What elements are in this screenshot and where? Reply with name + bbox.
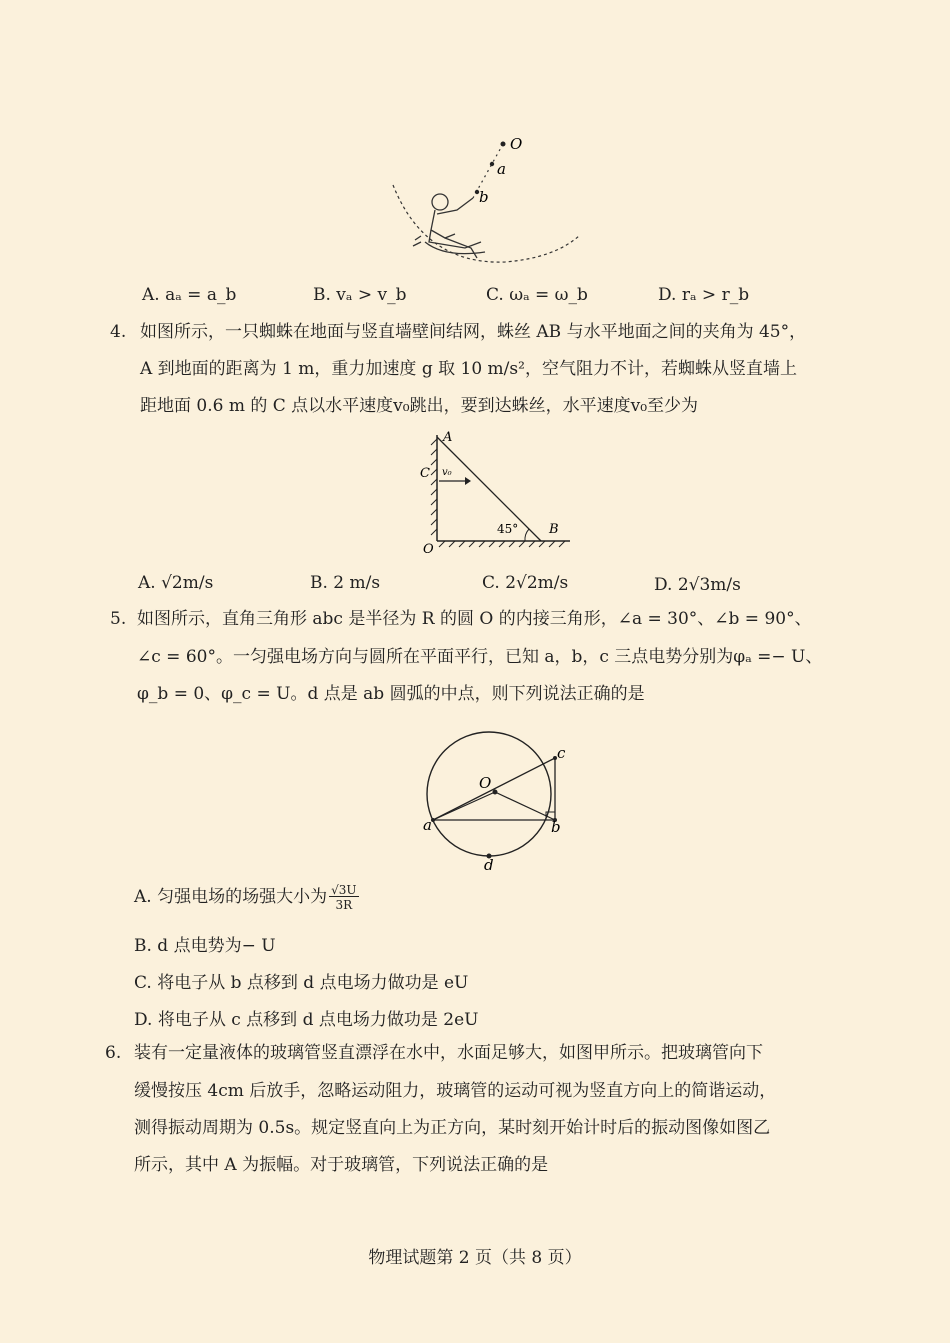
q4-text-line-2: A 到地面的距离为 1 m，重力加速度 g 取 10 m/s²，空气阻力不计，若蜘蛛从竖直墙上 [140, 359, 797, 379]
q5-option-a[interactable] [134, 882, 359, 911]
q4-spider-figure [415, 425, 580, 555]
q5-option-a-text: A. 匀强电场的场强大小为 [134, 887, 328, 907]
q3-swing-figure [385, 130, 595, 270]
q5-label-o: O [479, 774, 492, 792]
q5-option-b[interactable]: B. d 点电势为− U [134, 936, 276, 956]
q5-option-d[interactable]: D. 将电子从 c 点移到 d 点电场力做功是 2eU [134, 1010, 479, 1030]
q4-option-c[interactable]: C. 2√2m/s [482, 573, 569, 593]
q5-text-line-2: ∠c = 60°。一匀强电场方向与圆所在平面平行，已知 a，b，c 三点电势分别为φₐ =− U、 [137, 647, 823, 667]
q5-option-c[interactable]: C. 将电子从 b 点移到 d 点电场力做功是 eU [134, 973, 469, 993]
q4-text-line-3: 距地面 0.6 m 的 C 点以水平速度v₀跳出，要到达蛛丝，水平速度v₀至少为 [140, 396, 699, 416]
q4-label-o: O [423, 542, 434, 555]
q6-number: 6. [105, 1043, 122, 1063]
q4-label-angle: 45° [497, 522, 519, 536]
q5-number: 5. [110, 609, 127, 629]
q5-label-a: a [423, 816, 432, 834]
child-on-swing-icon [413, 194, 485, 258]
q4-option-d[interactable]: D. 2√3m/s [654, 575, 741, 595]
q4-option-a[interactable]: A. √2m/s [138, 573, 214, 593]
q5-text-line-1: 如图所示，直角三角形 abc 是半径为 R 的圆 O 的内接三角形，∠a = 30°、∠b = 90°、 [137, 609, 812, 629]
q4-text-line-1: 如图所示，一只蜘蛛在地面与竖直墙壁间结网，蛛丝 AB 与水平地面之间的夹角为 45°， [140, 322, 807, 342]
q6-text-line-4: 所示，其中 A 为振幅。对于玻璃管，下列说法正确的是 [134, 1155, 549, 1175]
q3-option-c[interactable]: C. ωₐ = ω_b [486, 285, 588, 305]
q4-label-b: B [549, 522, 559, 537]
q3-label-b: b [479, 188, 489, 206]
q5-fraction-denominator: 3R [335, 898, 353, 912]
q4-label-c: C [420, 466, 430, 481]
q5-label-c: c [557, 744, 566, 762]
q6-text-line-2: 缓慢按压 4cm 后放手，忽略运动阻力，玻璃管的运动可视为竖直方向上的简谐运动， [134, 1081, 777, 1101]
q3-option-d[interactable]: D. rₐ > r_b [658, 285, 750, 305]
q4-option-b[interactable]: B. 2 m/s [310, 573, 381, 593]
q3-label-a: a [497, 160, 506, 178]
q5-circle-figure [415, 728, 575, 873]
q3-option-b[interactable]: B. vₐ > v_b [313, 285, 407, 305]
q5-fraction-numerator: √3U [331, 883, 357, 897]
q3-option-a[interactable]: A. aₐ = a_b [142, 285, 237, 305]
q5-text-line-3: φ_b = 0、φ_c = U。d 点是 ab 圆弧的中点，则下列说法正确的是 [137, 684, 645, 704]
q4-label-v0: v₀ [442, 467, 452, 478]
q6-text-line-1: 装有一定量液体的玻璃管竖直漂浮在水中，水面足够大，如图甲所示。把玻璃管向下 [134, 1043, 763, 1063]
q5-option-a-fraction [329, 884, 358, 911]
page-footer: 物理试题第 2 页（共 8 页） [368, 1248, 582, 1268]
q4-number: 4. [110, 322, 127, 342]
q5-label-b: b [551, 818, 561, 836]
q4-label-a: A [443, 430, 453, 445]
q5-label-d: d [484, 856, 494, 873]
q6-text-line-3: 测得振动周期为 0.5s。规定竖直向上为正方向，某时刻开始计时后的振动图像如图乙 [134, 1118, 771, 1138]
q3-label-o: O [510, 135, 523, 153]
